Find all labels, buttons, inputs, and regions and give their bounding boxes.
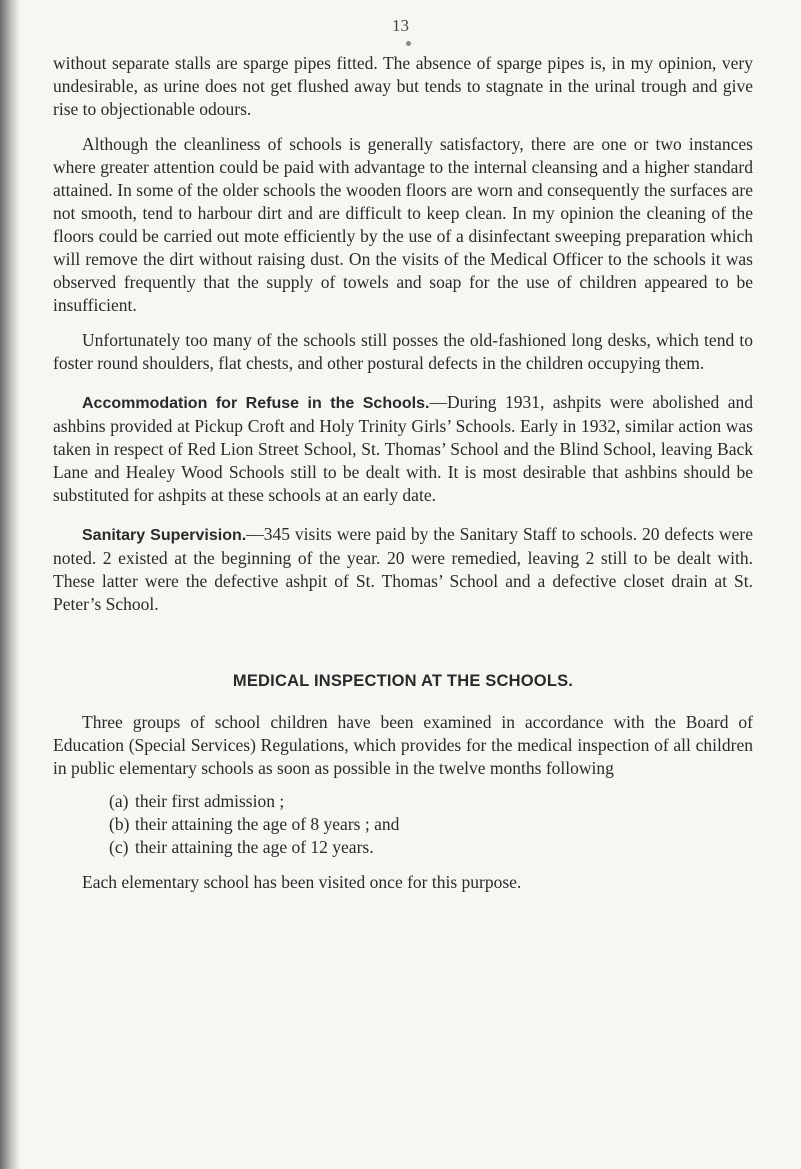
- criteria-list: [109, 790, 753, 859]
- section-closing: Each elementary school has been visited once for this purpose.: [82, 872, 522, 892]
- list-item-text: their attaining the age of 12 years.: [135, 837, 374, 857]
- page-content: [53, 52, 753, 894]
- refuse-body: —During 1931, ashpits were abolished and ashbins provided at Pickup Croft and Holy Trinity Girls’ Schools. Early in 1932, similar action was taken in respect of Red Lion Street School, St. Thomas’ School and the Blind School, leaving Back Lane and Healey Wood Schools still to be dealt with. It is most desirable that ashbins should be substituted for ashpits at these schools at an early date.: [53, 392, 753, 505]
- list-marker: (a): [109, 791, 129, 811]
- paragraph-sparge-pipes: without separate stalls are sparge pipes fitted. The absence of sparge pipes is, in my opinion, very undesirable, as urine does not get flushed away but tends to stagnate in the urinal trough and give rise to objectionable odours.: [53, 53, 753, 119]
- page-binding-edge: [0, 0, 20, 1169]
- refuse-heading: Accommodation for Refuse in the Schools.: [82, 395, 430, 412]
- list-item: [109, 836, 753, 859]
- sanitary-heading: Sanitary Supervision.: [82, 527, 247, 544]
- sanitary-body: —345 visits were paid by the Sanitary Staff to schools. 20 defects were noted. 2 existed at the beginning of the year. 20 were remedied, leaving 2 still to be dealt with. These latter were the defective ashpit of St. Thomas’ School and a defective closet drain at St. Peter’s School.: [53, 524, 754, 614]
- list-item-text: their first admission ;: [135, 791, 285, 811]
- list-marker: (c): [109, 837, 129, 857]
- print-speck: [406, 41, 411, 46]
- paragraph-sanitary: [53, 523, 753, 616]
- paragraph-cleanliness: Although the cleanliness of schools is generally satisfactory, there are one or two instances where greater attention could be paid with advantage to the internal cleansing and a higher standard attained. In some of the older schools the wooden floors are worn and consequently the surfaces are not smooth, tend to harbour dirt and are difficult to keep clean. In my opinion the cleaning of the floors could be carried out mote efficiently by the use of a disinfectant sweeping preparation which will remove the dirt without raising dust. On the visits of the Medical Officer to the schools it was observed frequently that the supply of towels and soap for the use of children appeared to be insufficient.: [53, 134, 753, 315]
- list-marker: (b): [109, 814, 130, 834]
- list-item-text: their attaining the age of 8 years ; and: [135, 814, 400, 834]
- paragraph-desks: Unfortunately too many of the schools still posses the old-fashioned long desks, which tend to foster round shoulders, flat chests, and other postural defects in the children occupying them.: [53, 330, 753, 373]
- page-number: 13: [392, 16, 409, 35]
- list-item: [109, 790, 753, 813]
- paragraph-refuse: [53, 391, 753, 507]
- section-heading: MEDICAL INSPECTION AT THE SCHOOLS.: [232, 672, 574, 690]
- section-intro: Three groups of school children have been examined in accordance with the Board of Education (Special Services) Regulations, which provides for the medical inspection of all children in public elementary schools as soon as possible in the twelve months following: [53, 712, 753, 778]
- list-item: [109, 813, 753, 836]
